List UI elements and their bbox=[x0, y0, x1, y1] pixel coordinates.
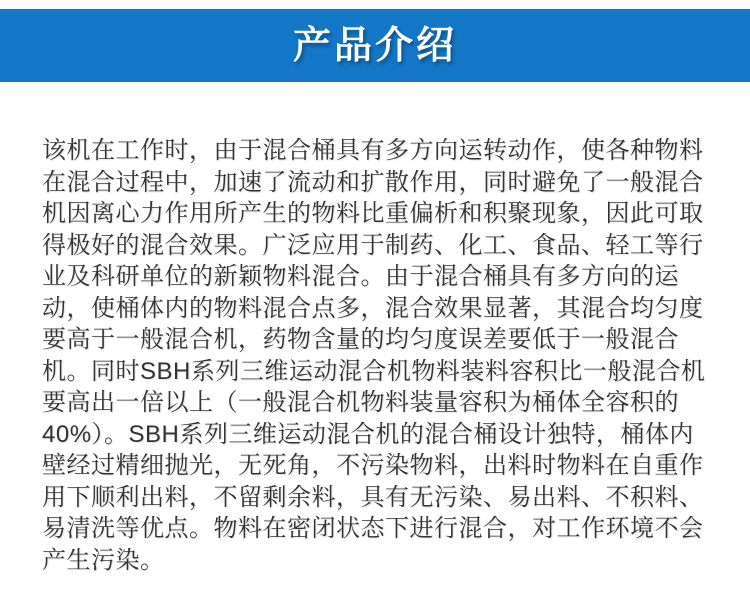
section-header-banner bbox=[0, 9, 750, 82]
section-title: 产品介绍 bbox=[292, 24, 457, 67]
product-description-text: 该机在工作时，由于混合桶具有多方向运转动作，使各种物料在混合过程中，加速了流动和扩散作用，同时避免了一般混合机因离心力作用所产生的物料比重偏析和积聚现象，因此可取得极好的混合效果。广泛应用于制药、化工、食品、轻工等行业及科研单位的新颖物料混合。由于混合桶具有多方向的运动，使桶体内的物料混合点多，混合效果显著，其混合均匀度要高于一般混合机，药物含量的均匀度误差要低于一般混合机。同时SBH系列三维运动混合机物料装料容积比一般混合机要高出一倍以上（一般混合机物料装量容积为桶体全容积的40%）。SBH系列三维运动混合机的混合桶设计独特，桶体内壁经过精细抛光，无死角，不污染物料，出料时物料在自重作用下顺利出料，不留剩余料，具有无污染、易出料、不积料、易清洗等优点。物料在密闭状态下进行混合，对工作环境不会产生污染。 bbox=[42, 137, 706, 574]
product-description-section bbox=[0, 82, 750, 576]
